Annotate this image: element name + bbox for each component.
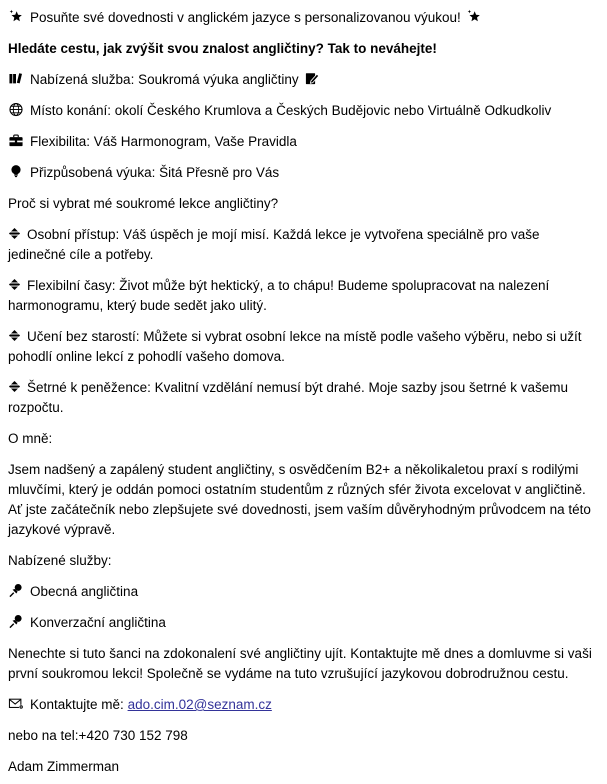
headline-text: Posuňte své dovednosti v anglickém jazyce s personalizovanou výukou! [30, 10, 461, 25]
why-title: Proč si vybrat mé soukromé lekce angličtiny? [8, 196, 279, 211]
benefit-personal [8, 225, 597, 265]
document-body [8, 8, 597, 777]
benefit-flexible [8, 276, 597, 316]
benefit-carefree [8, 327, 597, 367]
gem-icon [8, 227, 21, 240]
contact-line [8, 695, 597, 715]
benefit-personal-text: Osobní přístup: Váš úspěch je mojí misí. Každá lekce je vytvořena speciálně pro vaše jedinečné cíle a potřeby. [8, 227, 540, 262]
flexibility-line [8, 132, 597, 152]
about-text: Jsem nadšený a zapálený student angličtiny, s osvědčením B2+ a několikaletou praxí s rodilými mluvčími, který je oddán pomoci ostatním studentům z různých sfér života excelovat v angličtině. Ať jste začátečník nebo zlepšujete své dovednosti, jsem vaším důvěryhodným průvodcem na této jazykové výpravě. [8, 462, 591, 537]
location-text: Místo konání: okolí Českého Krumlova a Českých Budějovic nebo Virtuálně Odkudkoliv [30, 103, 552, 118]
service-conversational-text: Konverzační angličtina [30, 615, 166, 630]
gem-icon [8, 329, 21, 342]
gem-icon [8, 380, 21, 393]
books-icon [8, 71, 24, 86]
glowing-star-icon [466, 9, 482, 24]
headline [8, 8, 597, 28]
service-line [8, 70, 597, 90]
cta-text: Nenechte si tuto šanci na zdokonalení své angličtiny ujít. Kontaktujte mě dnes a domluvme si vaši první soukromou lekci! Společně se vydáme na tuto vzrušující jazykovou dobrodružnou cestu. [8, 646, 592, 681]
pushpin-icon [8, 583, 24, 598]
service-general [8, 582, 597, 602]
pushpin-icon [8, 614, 24, 629]
about-title: O mně: [8, 431, 53, 446]
location-line [8, 101, 597, 121]
benefit-flexible-text: Flexibilní časy: Život může být hektický, a to chápu! Budeme spolupracovat na nalezení harmonogramu, který bude sedět jako ulitý. [8, 278, 550, 313]
service-general-text: Obecná angličtina [30, 584, 139, 599]
service-text: Nabízená služba: Soukromá výuka angličtiny [30, 72, 299, 87]
signature: Adam Zimmerman [8, 759, 120, 774]
tailored-text: Přizpůsobená výuka: Šitá Přesně pro Vás [30, 165, 280, 180]
benefit-budget [8, 378, 597, 418]
contact-label: Kontaktujte mě: [30, 697, 124, 712]
email-link[interactable]: ado.cim.02@seznam.cz [127, 697, 272, 712]
lightbulb-icon [8, 164, 24, 179]
benefit-budget-text: Šetrné k peněžence: Kvalitní vzdělání nemusí být drahé. Moje sazby jsou šetrné k vašemu rozpočtu. [8, 380, 569, 415]
services-title: Nabízené služby: [8, 553, 112, 568]
service-conversational [8, 613, 597, 633]
gem-icon [8, 278, 21, 291]
hook-line: Hledáte cestu, jak zvýšit svou znalost angličtiny? Tak to neváhejte! [8, 41, 437, 56]
glowing-star-icon [8, 9, 24, 24]
globe-icon [8, 102, 24, 117]
email-icon [8, 696, 24, 711]
flexibility-text: Flexibilita: Váš Harmonogram, Vaše Pravidla [30, 134, 297, 149]
memo-icon [304, 71, 320, 86]
phone-line: nebo na tel:+420 730 152 798 [8, 728, 188, 743]
benefit-carefree-text: Učení bez starostí: Můžete si vybrat osobní lekce na místě podle vašeho výběru, nebo si užít pohodlí online lekcí z pohodlí vašeho domova. [8, 329, 582, 364]
briefcase-icon [8, 133, 24, 148]
tailored-line [8, 163, 597, 183]
